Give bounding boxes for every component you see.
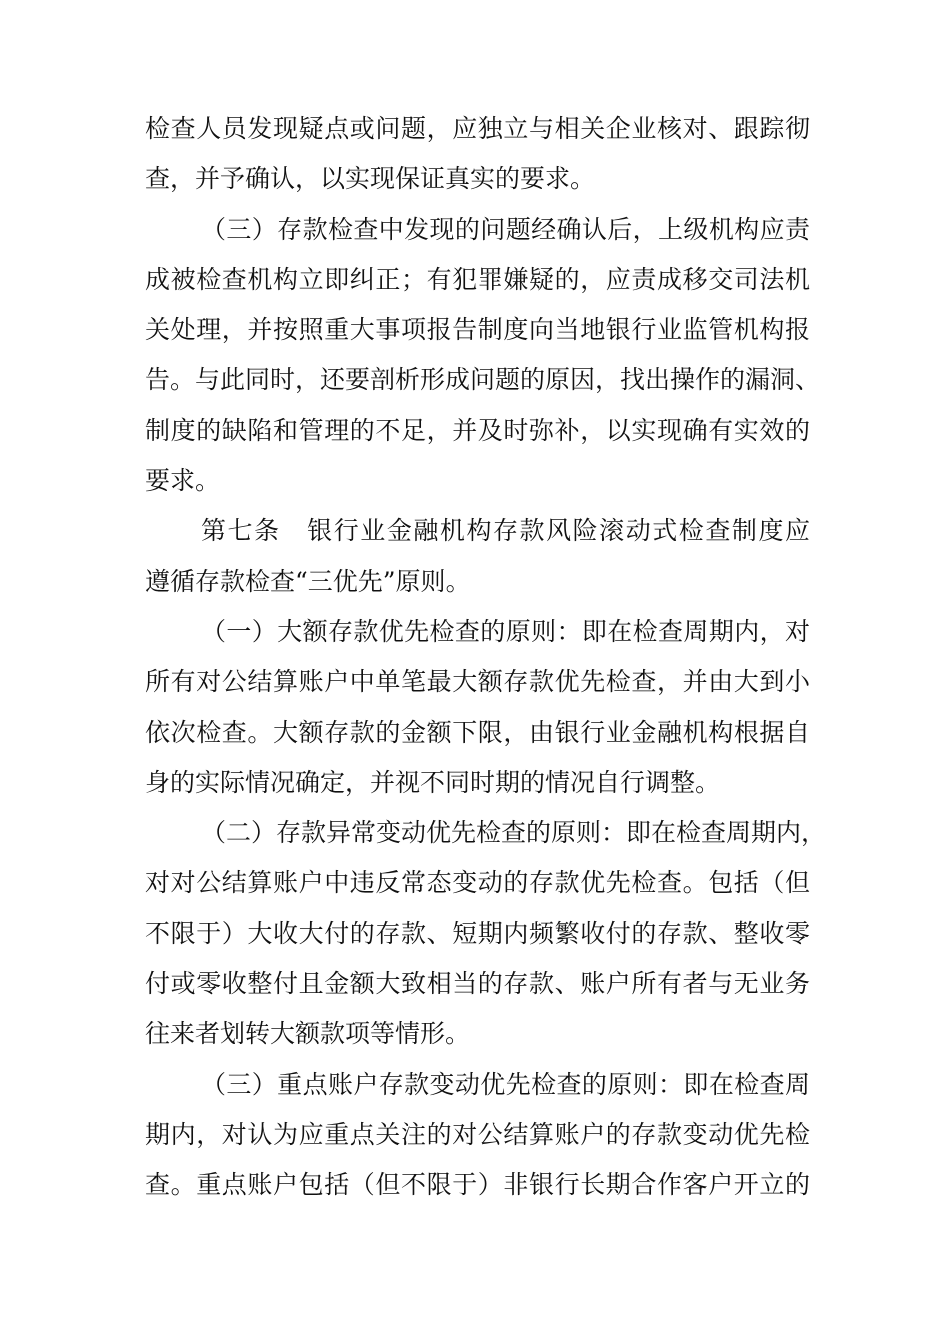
text-line: （三）存款检查中发现的问题经确认后，上级机构应责 [201,214,810,244]
text-line: 往来者划转大额款项等情形。 [145,1019,471,1049]
text-line: 依次检查。大额存款的金额下限，由银行业金融机构根据自 [145,717,810,747]
text-line: 付或零收整付且金额大致相当的存款、账户所有者与无业务 [145,969,810,999]
text-line: 成被检查机构立即纠正；有犯罪嫌疑的，应责成移交司法机 [145,264,810,294]
text-line: 期内，对认为应重点关注的对公结算账户的存款变动优先检 [145,1119,810,1149]
text-line: 第七条 银行业金融机构存款风险滚动式检查制度应 [201,516,810,546]
text-line: （二）存款异常变动优先检查的原则：即在检查周期内， [201,818,827,848]
text-line: 身的实际情况确定，并视不同时期的情况自行调整。 [145,767,721,797]
text-line: 不限于）大收大付的存款、短期内频繁收付的存款、整收零 [145,918,810,948]
text-line: 要求。 [145,466,221,496]
text-line: 关处理，并按照重大事项报告制度向当地银行业监管机构报 [145,315,810,345]
text-line: 查，并予确认，以实现保证真实的要求。 [145,164,596,194]
text-line: 查。重点账户包括（但不限于）非银行长期合作客户开立的 [145,1170,810,1200]
text-line: 遵循存款检查“三优先”原则。 [145,566,471,596]
text-line: 对对公结算账户中违反常态变动的存款优先检查。包括（但 [145,868,810,898]
text-line: 制度的缺陷和管理的不足，并及时弥补，以实现确有实效的 [145,415,810,445]
text-line: 告。与此同时，还要剖析形成问题的原因，找出操作的漏洞、 [145,365,821,395]
body-text [145,104,827,1211]
text-line: 检查人员发现疑点或问题，应独立与相关企业核对、跟踪彻 [145,114,810,143]
text-line: 所有对公结算账户中单笔最大额存款优先检查，并由大到小 [145,667,810,697]
text-line: （三）重点账户存款变动优先检查的原则：即在检查周 [201,1069,810,1099]
text-line: （一）大额存款优先检查的原则：即在检查周期内，对 [201,616,810,646]
